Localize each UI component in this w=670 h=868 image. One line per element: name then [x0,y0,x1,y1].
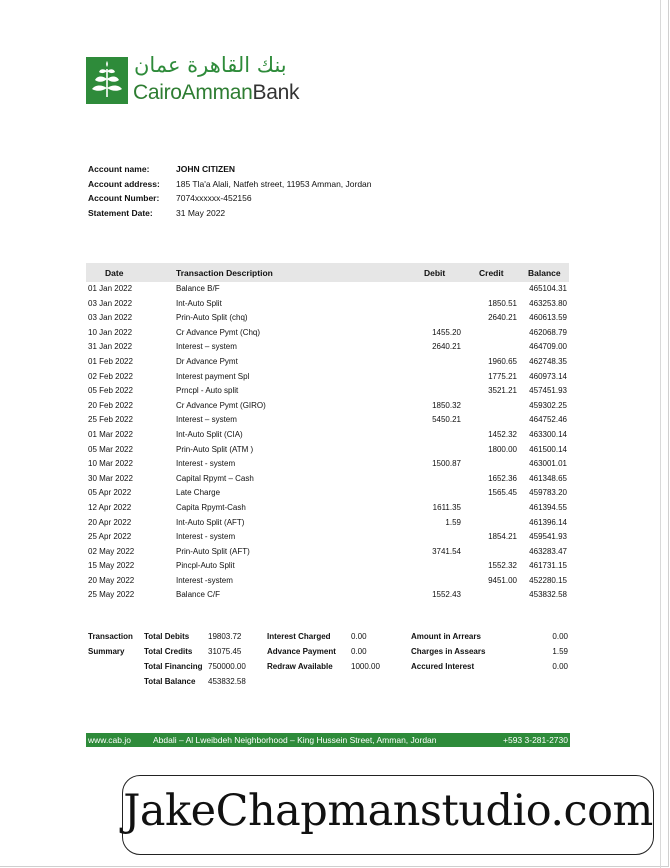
cell-description: Dr Advance Pymt [176,356,238,366]
cell-date: 05 Mar 2022 [88,444,133,454]
cell-debit: 5450.21 [432,415,461,425]
cell-date: 25 May 2022 [88,590,135,600]
cell-balance: 462748.35 [529,356,567,366]
cell-date: 25 Apr 2022 [88,532,132,542]
cell-date: 20 Feb 2022 [88,400,133,410]
cell-description: Interest -system [176,575,233,585]
cell-description: Interest payment Spl [176,371,250,381]
cell-balance: 461396.14 [529,517,567,527]
table-header [86,263,569,282]
cell-date: 12 Apr 2022 [88,502,132,512]
cell-credit: 3521.21 [488,386,517,396]
cell-description: Balance B/F [176,284,220,293]
table-row [86,399,569,414]
cell-balance: 460973.14 [529,371,567,381]
table-row [86,340,569,355]
table-row [86,311,569,326]
cell-balance: 463001.01 [529,459,567,469]
cell-description: Capital Rpymt – Cash [176,473,254,483]
table-row [86,574,569,589]
cell-debit: 2640.21 [432,342,461,352]
cell-credit: 1800.00 [488,444,517,454]
wheat-leaf-logo-icon [86,57,128,104]
cell-balance: 464752.46 [529,415,567,425]
cell-date: 10 Mar 2022 [88,459,133,469]
cell-date: 02 May 2022 [88,546,135,556]
table-row [86,355,569,370]
cell-description: Late Charge [176,488,221,498]
page-edge [660,0,661,868]
footer-address: Abdali – Al Lweibdeh Neighborhood – King Hussein Street, Amman, Jordan [153,735,437,745]
account-address: 185 Tla'a Alali, Natfeh street, 11953 Amman, Jordan [176,178,372,189]
cell-credit: 2640.21 [488,313,517,323]
cell-credit: 9451.00 [488,575,517,585]
cell-description: Pincpl-Auto Split [176,561,235,571]
cell-description: Interest - system [176,459,236,469]
cell-date: 10 Jan 2022 [88,327,133,337]
total-debits: 19803.72 [208,632,242,641]
total-credits: 31075.45 [208,647,242,656]
table-row [86,326,569,341]
header-date: Date [105,268,124,278]
cell-description: Balance C/F [176,590,221,600]
cell-credit: 1552.32 [488,561,517,571]
cell-date: 30 Mar 2022 [88,473,133,483]
charges-in-arrears-label: Charges in Assears [411,647,486,656]
cell-credit: 1652.36 [488,473,517,483]
cell-debit: 1611.35 [432,502,461,512]
cell-description: Cr Advance Pymt (Chq) [176,327,261,337]
cell-balance: 459541.93 [529,532,567,542]
cell-balance: 461500.14 [529,444,567,454]
cell-date: 15 May 2022 [88,561,135,571]
redraw-available: 1000.00 [351,662,380,671]
cell-balance: 452280.15 [529,575,567,585]
cell-date: 03 Jan 2022 [88,313,133,323]
cell-credit: 1850.51 [488,298,517,308]
cell-balance: 459302.25 [529,400,567,410]
summary-title-1: Transaction [88,632,133,641]
redraw-available-label: Redraw Available [267,662,333,671]
table-row [86,516,569,531]
cell-description: Int-Auto Split (AFT) [176,517,245,527]
cell-credit: 1565.45 [488,488,517,498]
cell-debit: 3741.54 [432,546,461,556]
cell-balance: 461348.65 [529,473,567,483]
cell-date: 20 May 2022 [88,575,135,585]
cell-date: 01 Feb 2022 [88,356,133,366]
cell-credit: 1960.65 [488,356,517,366]
cell-balance: 461731.15 [529,561,567,571]
table-row [86,588,569,603]
cell-balance: 463283.47 [529,546,567,556]
summary-title-2: Summary [88,647,125,656]
account-address-label: Account address: [88,178,160,189]
accured-interest-label: Accured Interest [411,662,475,671]
table-row [86,282,569,297]
bank-name-part1: CairoAmman [133,81,253,104]
table-body [86,282,569,603]
total-debits-label: Total Debits [144,632,190,641]
table-row [86,501,569,516]
account-details [88,162,372,220]
amount-in-arrears-label: Amount in Arrears [411,632,481,641]
cell-date: 05 Apr 2022 [88,488,132,498]
cell-description: Cr Advance Pymt (GIRO) [176,400,266,410]
cell-balance: 463253.80 [529,298,567,308]
cell-description: Interest - system [176,532,236,542]
watermark-banner [122,775,654,855]
table-row [86,530,569,545]
total-balance: 453832.58 [208,677,246,686]
account-name-label: Account name: [88,164,150,174]
cell-date: 20 Apr 2022 [88,517,132,527]
table-row [86,428,569,443]
account-number-label: Account Number: [88,193,160,203]
table-row [86,297,569,312]
amount-in-arrears: 0.00 [552,632,568,641]
footer-bar [86,733,570,747]
cell-balance: 463300.14 [529,429,567,439]
cell-balance: 459783.20 [529,488,567,498]
total-financing-label: Total Financing [144,662,203,671]
cell-description: Prncpl - Auto split [176,386,239,396]
total-balance-label: Total Balance [144,677,196,686]
cell-balance: 462068.79 [529,327,567,337]
cell-debit: 1.59 [445,517,461,527]
footer-phone: +593 3-281-2730 [503,735,568,745]
accured-interest: 0.00 [552,662,568,671]
table-row [86,384,569,399]
cell-credit: 1452.32 [488,429,517,439]
cell-description: Interest – system [176,415,237,425]
cell-balance: 453832.58 [529,590,567,600]
statement-date-label: Statement Date: [88,207,153,218]
header-description: Transaction Description [176,268,273,278]
bank-name-arabic: بنك القاهرة عمان [134,53,287,77]
cell-balance: 461394.55 [529,502,567,512]
cell-description: Prin-Auto Split (ATM ) [176,444,254,454]
cell-debit: 1850.32 [432,400,461,410]
total-financing: 750000.00 [208,662,246,671]
cell-balance: 464709.00 [529,342,567,352]
watermark-text: JakeChapmanstudio.com [123,786,653,836]
table-row [86,472,569,487]
transactions-table [86,263,569,603]
interest-charged-label: Interest Charged [267,632,331,641]
header-credit: Credit [479,268,504,278]
statement-date: 31 May 2022 [176,207,226,218]
bank-name-part2: Bank [252,81,300,104]
cell-date: 01 Jan 2022 [88,284,133,293]
table-row [86,370,569,385]
cell-balance: 465104.31 [529,284,567,293]
cell-description: Int-Auto Split [176,298,222,308]
cell-debit: 1455.20 [432,327,461,337]
table-row [86,413,569,428]
cell-description: Interest – system [176,342,237,352]
table-row [86,486,569,501]
advance-payment: 0.00 [351,647,367,656]
advance-payment-label: Advance Payment [267,647,336,656]
cell-credit: 1775.21 [488,371,517,381]
cell-description: Prin-Auto Split (chq) [176,313,248,323]
account-number: 7074xxxxxx-452156 [176,193,252,203]
header-debit: Debit [424,268,446,278]
interest-charged: 0.00 [351,632,367,641]
table-row [86,545,569,560]
footer-website[interactable]: www.cab.jo [88,735,131,745]
cell-balance: 460613.59 [529,313,567,323]
cell-date: 02 Feb 2022 [88,371,133,381]
cell-date: 05 Feb 2022 [88,386,133,396]
bank-name-english [133,81,299,105]
table-row [86,443,569,458]
cell-description: Prin-Auto Split (AFT) [176,546,250,556]
table-row [86,457,569,472]
cell-balance: 457451.93 [529,386,567,396]
cell-debit: 1500.87 [432,459,461,469]
cell-date: 31 Jan 2022 [88,342,133,352]
cell-description: Capita Rpymt-Cash [176,502,246,512]
charges-in-arrears: 1.59 [552,647,568,656]
cell-date: 01 Mar 2022 [88,429,133,439]
total-credits-label: Total Credits [144,647,193,656]
cell-credit: 1854.21 [488,532,517,542]
header-balance: Balance [528,268,561,278]
cell-date: 25 Feb 2022 [88,415,133,425]
cell-date: 03 Jan 2022 [88,298,133,308]
table-row [86,559,569,574]
cell-description: Int-Auto Split (CIA) [176,429,243,439]
account-name: JOHN CITIZEN [176,164,236,174]
cell-debit: 1552.43 [432,590,461,600]
